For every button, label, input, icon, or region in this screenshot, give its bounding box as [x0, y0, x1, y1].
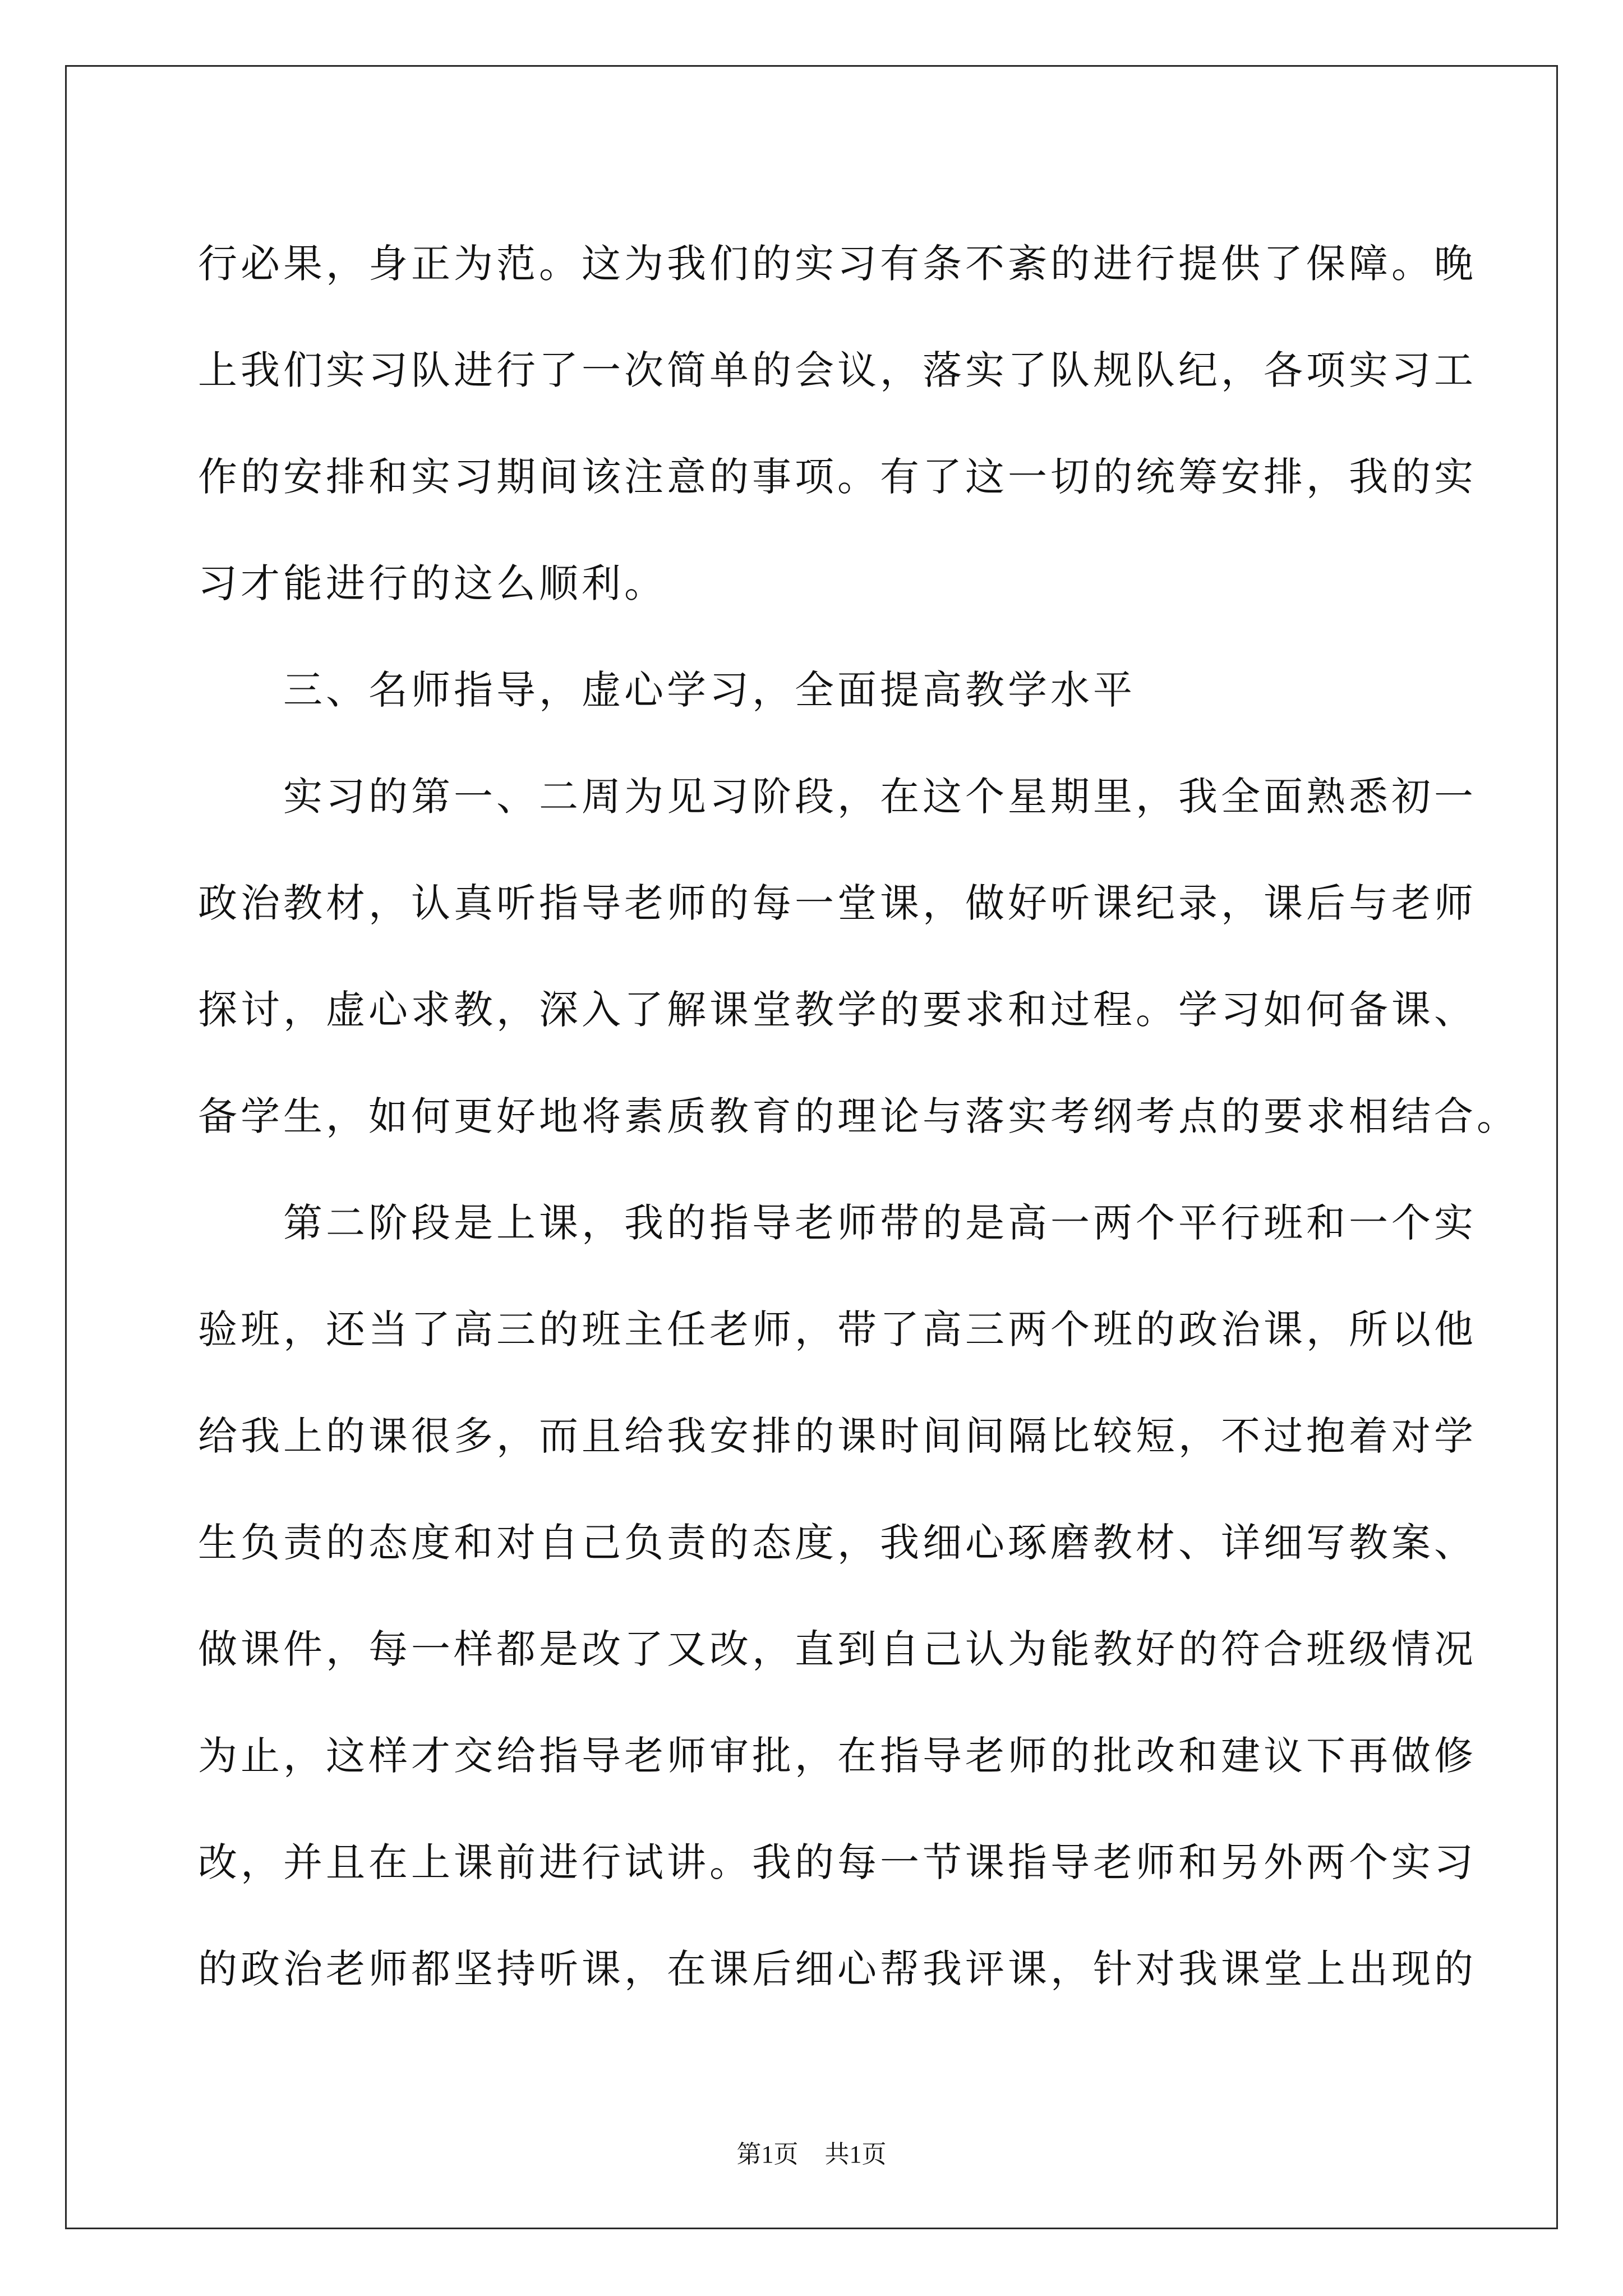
text-line: 上我们实习队进行了一次简单的会议，落实了队规队纪，各项实习工	[198, 347, 1477, 393]
text-line: 探讨，虚心求教，深入了解课堂教学的要求和过程。学习如何备课、	[198, 987, 1477, 1033]
text-line: 第二阶段是上课，我的指导老师带的是高一两个平行班和一个实	[198, 1200, 1477, 1246]
text-line: 改，并且在上课前进行试讲。我的每一节课指导老师和另外两个实习	[198, 1839, 1477, 1885]
page-total: 共1页	[824, 2141, 887, 2168]
text-line: 习才能进行的这么顺利。	[198, 560, 667, 606]
document-body	[198, 210, 1519, 2022]
text-line: 行必果，身正为范。这为我们的实习有条不紊的进行提供了保障。晚	[198, 241, 1477, 287]
text-line: 生负责的态度和对自己负责的态度，我细心琢磨教材、详细写教案、	[198, 1520, 1477, 1566]
text-line: 给我上的课很多，而且给我安排的课时间间隔比较短，不过抱着对学	[198, 1413, 1477, 1459]
text-line: 备学生，如何更好地将素质教育的理论与落实考纲考点的要求相结合。	[198, 1093, 1519, 1139]
page-number: 第1页	[736, 2141, 799, 2168]
text-line: 做课件，每一样都是改了又改，直到自己认为能教好的符合班级情况	[198, 1626, 1477, 1672]
text-line: 作的安排和实习期间该注意的事项。有了这一切的统筹安排，我的实	[198, 454, 1477, 500]
text-line: 验班，还当了高三的班主任老师，带了高三两个班的政治课，所以他	[198, 1306, 1477, 1352]
text-line: 实习的第一、二周为见习阶段，在这个星期里，我全面熟悉初一	[198, 774, 1477, 820]
page-footer	[0, 2134, 1623, 2170]
text-line: 政治教材，认真听指导老师的每一堂课，做好听课纪录，课后与老师	[198, 880, 1477, 926]
text-line: 为止，这样才交给指导老师审批，在指导老师的批改和建议下再做修	[198, 1733, 1477, 1779]
text-line: 的政治老师都坚持听课，在课后细心帮我评课，针对我课堂上出现的	[198, 1946, 1477, 1992]
section-heading: 三、名师指导，虚心学习，全面提高教学水平	[198, 667, 1136, 713]
